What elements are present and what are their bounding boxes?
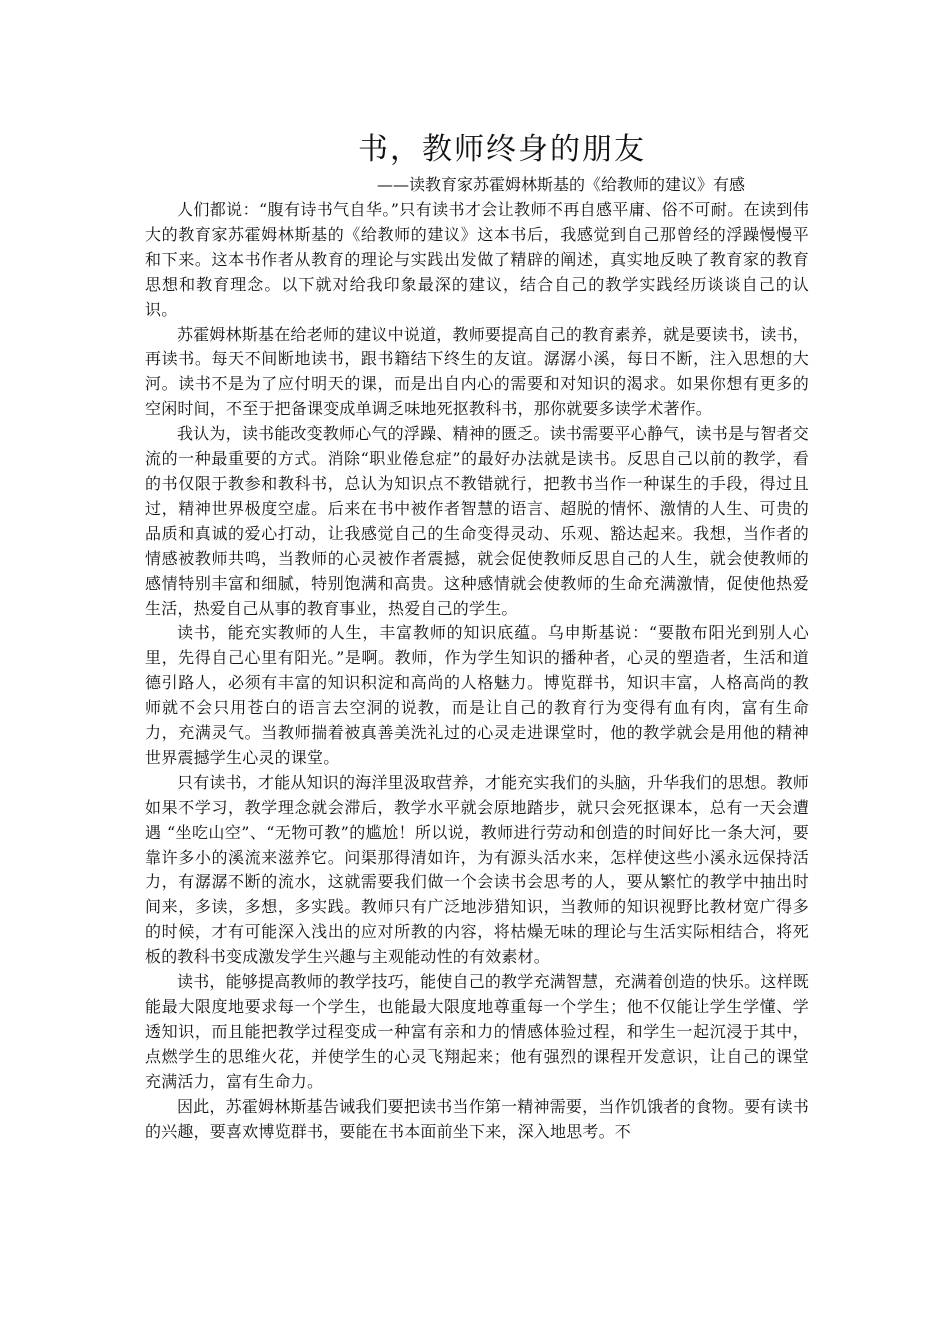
document-page bbox=[145, 128, 809, 1143]
paragraph-3: 我认为，读书能改变教师心气的浮躁、精神的匮乏。读书需要平心静气，读书是与智者交流的一种最重要的方式。消除“职业倦怠症”的最好办法就是读书。反思自己以前的教学，看的书仅限于教参和教科书，总认为知识点不教错就行，把教书当作一种谋生的手段，得过且过，精神世界极度空虚。后来在书中被作者智慧的语言、超脱的情怀、激情的人生、可贵的品质和真诚的爱心打动，让我感觉自己的生命变得灵动、乐观、豁达起来。我想，当作者的情感被教师共鸣，当教师的心灵被作者震撼，就会促使教师反思自己的人生，就会使教师的感情特别丰富和细腻，特别饱满和高贵。这种感情就会使教师的生命充满激情，促使他热爱生活，热爱自己从事的教育事业，热爱自己的学生。 bbox=[145, 424, 809, 618]
paragraph-1: 人们都说：“腹有诗书气自华。”只有读书才会让教师不再自感平庸、俗不可耐。在读到伟大的教育家苏霍姆林斯基的《给教师的建议》这本书后，我感觉到自己那曾经的浮躁慢慢平和下来。这本书作者从教育的理论与实践出发做了精辟的阐述，真实地反映了教育家的教育思想和教育理念。以下就对给我印象最深的建议，结合自己的教学实践经历谈谈自己的认识。 bbox=[145, 200, 809, 319]
paragraph-4: 读书，能充实教师的人生，丰富教师的知识底蕴。乌申斯基说：“要散布阳光到别人心里，先得自己心里有阳光。”是啊。教师，作为学生知识的播种者，心灵的塑造者，生活和道德引路人，必须有丰富的知识积淀和高尚的人格魅力。博览群书，知识丰富，人格高尚的教师就不会只用苍白的语言去空洞的说教，而是让自己的教育行为变得有血有肉，富有生命力，充满灵气。当教师揣着被真善美洗礼过的心灵走进课堂时，他的教学就会是用他的精神世界震撼学生心灵的课堂。 bbox=[145, 623, 809, 767]
document-subtitle: ——读教育家苏霍姆林斯基的《给教师的建议》有感 bbox=[376, 175, 745, 194]
paragraph-5: 只有读书，才能从知识的海洋里汲取营养，才能充实我们的头脑，升华我们的思想。教师如果不学习，教学理念就会滞后，教学水平就会原地踏步，就只会死抠课本，总有一天会遭遇 “坐吃山空”、“无物可教”的尴尬！所以说，教师进行劳动和创造的时间好比一条大河，要靠许多小的溪流来滋养它。问渠那得清如许，为有源头活水来，怎样使这些小溪永远保持活力，有潺潺不断的流水，这就需要我们做一个会读书会思考的人，要从繁忙的教学中抽出时间来，多读，多想，多实践。教师只有广泛地涉猎知识，当教师的知识视野比教材宽广得多的时候，才有可能深入浅出的应对所教的内容，将枯燥无味的理论与生活实际相结合，将死板的教科书变成激发学生兴趣与主观能动性的有效素材。 bbox=[145, 772, 809, 967]
paragraph-2: 苏霍姆林斯基在给老师的建议中说道，教师要提高自己的教育素养，就是要读书，读书，再读书。每天不间断地读书，跟书籍结下终生的友谊。潺潺小溪，每日不断，注入思想的大河。读书不是为了应付明天的课，而是出自内心的需要和对知识的渴求。如果你想有更多的空闲时间，不至于把备课变成单调乏味地死抠教科书，那你就要多读学术著作。 bbox=[145, 324, 809, 419]
paragraph-7: 因此，苏霍姆林斯基告诫我们要把读书当作第一精神需要，当作饥饿者的食物。要有读书的兴趣，要喜欢博览群书，要能在书本面前坐下来，深入地思考。不 bbox=[145, 1096, 809, 1141]
paragraph-6: 读书，能够提高教师的教学技巧，能使自己的教学充满智慧，充满着创造的快乐。这样既能最大限度地要求每一个学生，也能最大限度地尊重每一个学生；他不仅能让学生学懂、学透知识，而且能把教学过程变成一种富有亲和力的情感体验过程，和学生一起沉浸于其中，点燃学生的思维火花，并使学生的心灵飞翔起来；他有强烈的课程开发意识，让自己的课堂充满活力，富有生命力。 bbox=[145, 972, 809, 1091]
document-title: 书，教师终身的朋友 bbox=[358, 132, 646, 167]
